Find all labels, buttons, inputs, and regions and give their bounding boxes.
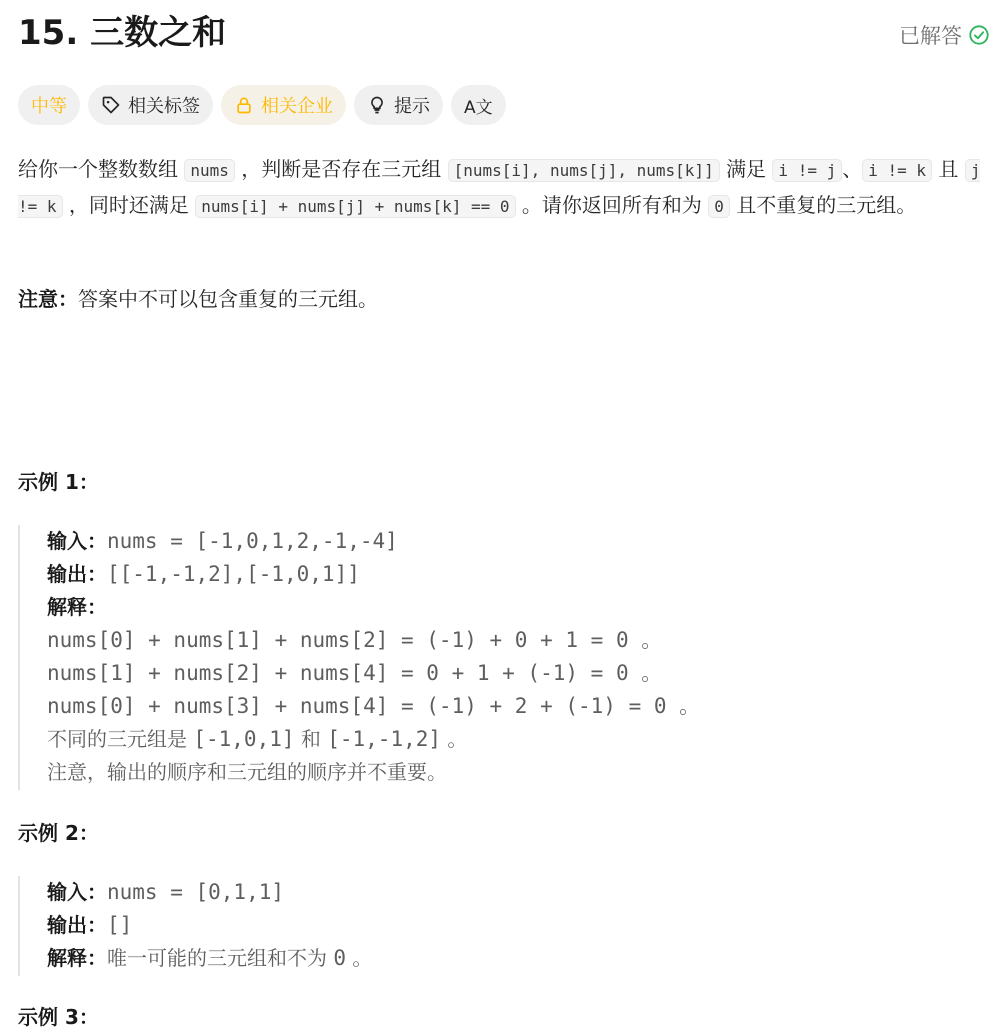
related-tags-label: 相关标签 xyxy=(128,96,200,117)
problem-title: 15. 三数之和 xyxy=(18,13,227,53)
inline-code: 0 xyxy=(708,195,730,218)
explain-line: nums[1] + nums[2] + nums[4] = 0 + 1 + (-1) = 0 。 xyxy=(47,661,663,685)
example-2-title: 示例 2： xyxy=(18,821,99,845)
inline-code: nums[i] + nums[j] + nums[k] == 0 xyxy=(195,195,515,218)
tag-icon xyxy=(101,95,121,115)
inline-code: nums xyxy=(184,159,235,182)
related-tags-button[interactable] xyxy=(88,85,213,125)
explain-text: 唯一可能的三元组和不为 xyxy=(107,946,327,970)
example-2-block xyxy=(18,876,372,976)
inline-code: j != k xyxy=(18,161,981,216)
desc-text: 且 xyxy=(938,157,959,181)
hint-label: 提示 xyxy=(394,96,430,117)
output-value: [[-1,-1,2],[-1,0,1]] xyxy=(107,562,360,586)
note-label: 注意： xyxy=(18,287,78,311)
output-label: 输出： xyxy=(47,562,107,586)
explain-label: 解释： xyxy=(47,946,107,970)
example-explain-row xyxy=(47,591,700,624)
distinct-prefix: 不同的三元组是 xyxy=(47,727,187,751)
translate-button[interactable] xyxy=(451,85,506,125)
inline-code: [nums[i], nums[j], nums[k]] xyxy=(448,159,720,182)
output-label: 输出： xyxy=(47,913,107,937)
title-row xyxy=(18,10,990,58)
difficulty-label: 中等 xyxy=(31,96,67,117)
solved-status[interactable] xyxy=(899,20,990,50)
desc-text: 且不重复的三元组。 xyxy=(736,193,917,217)
example-1-title: 示例 1： xyxy=(18,470,99,494)
note-text: 答案中不可以包含重复的三元组。 xyxy=(78,287,378,311)
related-companies-button[interactable] xyxy=(221,85,346,125)
explain-end: 。 xyxy=(352,946,373,970)
input-value: nums = [0,1,1] xyxy=(107,880,285,904)
desc-text: 给你一个整数数组 xyxy=(18,157,178,181)
explain-line: nums[0] + nums[3] + nums[4] = (-1) + 2 + (-1) = 0 。 xyxy=(47,694,701,718)
distinct-suffix: 。 xyxy=(447,727,468,751)
explain-label: 解释： xyxy=(47,595,107,619)
example-output-row xyxy=(47,909,372,942)
input-label: 输入： xyxy=(47,880,107,904)
lock-icon xyxy=(234,95,254,115)
check-circle-icon xyxy=(968,24,990,46)
hint-button[interactable] xyxy=(354,85,443,125)
desc-text: 满足 xyxy=(726,157,767,181)
example-input-row xyxy=(47,876,372,909)
order-note: 注意，输出的顺序和三元组的顺序并不重要。 xyxy=(47,760,447,784)
example-output-row xyxy=(47,558,700,591)
input-label: 输入： xyxy=(47,529,107,553)
solved-label: 已解答 xyxy=(899,24,962,48)
input-value: nums = [-1,0,1,2,-1,-4] xyxy=(107,529,398,553)
explain-zero: 0 xyxy=(333,946,347,970)
example-1-block xyxy=(18,525,700,790)
example-3-title: 示例 3： xyxy=(18,1005,99,1029)
desc-text: ，判断是否存在三元组 xyxy=(241,157,442,181)
problem-note xyxy=(18,282,378,316)
output-value: [] xyxy=(107,913,133,937)
distinct-b: [-1,-1,2] xyxy=(327,727,442,751)
example-explain-row xyxy=(47,942,372,975)
distinct-a: [-1,0,1] xyxy=(193,727,295,751)
distinct-and: 和 xyxy=(300,727,321,751)
desc-text: ，同时还满足 xyxy=(68,193,189,217)
desc-text: 。请你返回所有和为 xyxy=(521,193,702,217)
desc-text: 、 xyxy=(842,157,863,181)
tag-bar xyxy=(18,85,506,125)
example-input-row xyxy=(47,525,700,558)
problem-description xyxy=(18,152,990,224)
difficulty-badge xyxy=(18,85,80,125)
inline-code: i != j xyxy=(772,159,842,182)
distinct-line xyxy=(47,723,700,756)
related-companies-label: 相关企业 xyxy=(261,96,333,117)
lightbulb-icon xyxy=(367,95,387,115)
explain-line: nums[0] + nums[1] + nums[2] = (-1) + 0 + 1 = 0 。 xyxy=(47,628,663,652)
inline-code: i != k xyxy=(862,159,932,182)
translate-icon: A文 xyxy=(464,97,493,118)
